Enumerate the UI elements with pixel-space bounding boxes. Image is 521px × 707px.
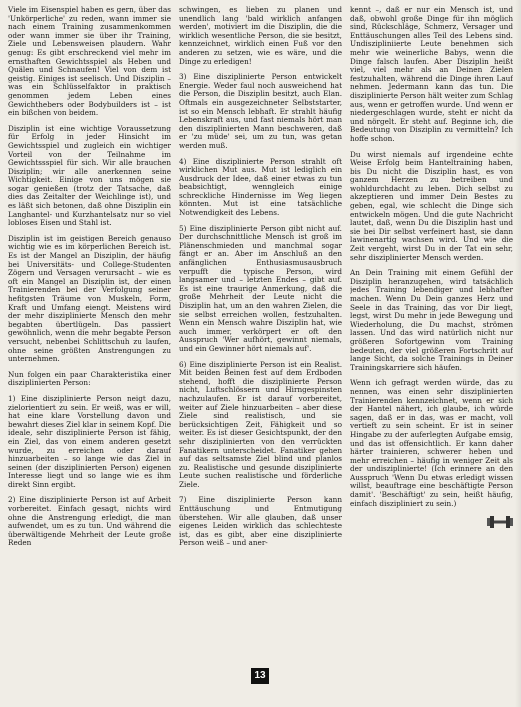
paragraph: Nun folgen ein paar Charakteristika einer disziplinierten Person: <box>8 369 171 388</box>
column-3 <box>350 6 513 661</box>
paragraph: 3) Eine disziplinierte Person entwickelt Energie. Weder faul noch ausweichend hat die Person, die Disziplin besitzt, auch Elan. Oftmals ein ausgezeichneter Selbststarter, ist so ein Mensch lebhaft. Er strahlt häufig Lebenskraft aus, und fast niemals hört man den disziplinierten Mann beschweren, daß er 'zu müde' sei, um zu tun, was getan werden muß. <box>179 72 342 150</box>
text-columns <box>8 6 513 661</box>
paragraph: Du wirst niemals auf irgendeine echte Weise Erfolg beim Hanteltraining haben, bis Du nicht die Disziplin hast, es von ganzem Herzen zu betreiben und wohldurchdacht zu leben. Dich selbst zu akzeptieren und immer Dein Bestes zu geben, egal, wie schlecht die Dinge sich entwickeln mögen. Und die gute Nachricht lautet, daß, wenn Du die Disziplin hast und sie bei Dir selbst verfeinert hast, sie dann lawinenartig wachsen wird. Und wie die Zeit vergeht, wirst Du in der Tat ein sehr, sehr disziplinierter Mensch werden. <box>350 149 513 262</box>
paragraph: 6) Eine disziplinierte Person ist ein Realist. Mit beiden Beinen fest auf dem Erdboden stehend, hofft die disziplinierte Person nicht, Luftschlössern und Hirngespinsten nachzulaufen. Er ist darauf vorbereitet, weiter auf Ziele hinzuarbeiten – aber diese Ziele sind realistisch, und sie berücksichtigen Zeit, Fähigkeit und so weiter. Es ist dieser Gesichtspunkt, der den sehr disziplinierten von den verrückten Fanatikern unterscheidet. Fanatiker gehen auf das seltsamste Ziel blind und planlos zu. Realistische und gesunde disziplinierte Leute suchen realistische und förderliche Ziele. <box>179 359 342 489</box>
column-2 <box>179 6 342 661</box>
paragraph: Disziplin ist im geistigen Bereich genauso wichtig wie es im körperlichen Bereich ist. Es ist der Mangel an Disziplin, der häufig bei Universitäts- und College-Studenten Zögern und Versagen verursacht – wie es oft ein Mangel an Disziplin ist, der einen Trainierenden bei der Verfolgung seiner hefitgsten Träume von Muskeln, Form, Kraft und Umfang eiengt. Meistens wird der mehr disziplinierte Mensch den mehr begabten übertlügeln. Das passiert gewöhnlich, wenn die mehr begabte Person versucht, nebenbei Schlittschuh zu laufen, ohne seine größten Anstrengungen zu unternehmen. <box>8 233 171 364</box>
paragraph: Viele im Eisenspiel haben es gern, über das 'Unkörperliche' zu reden, wann immer sie nach einem Training zusammenkommen oder wann immer sie über ihr Training, Ziele und Lebensweisen plaudern. Wahr genug: Es gibt erschreckend viel mehr im ernsthaften Gewichtsspiel als Heben und Quälen und Schnaufen! Viel von dem ist geistig. Einiges ist seelisch. Und Disziplin – was ein Schlüsselfaktor in praktisch genommen jedem Leben eines Gewichthebers oder Bodybuilders ist – ist ein bißchen von beidem. <box>8 6 171 118</box>
paragraph: 5) Eine disziplinierte Person gibt nicht auf. Der durchschnittliche Mensch ist groß im Plänenschmieden und manchmal sogar fängt er an. Aber im Anschluß an den anfänglichen Enthusiasmusausbruch verpufft die typische Person, wird langsamer und – letzten Endes – gibt auf. Es ist eine traurige Anmerkung, daß die große Mehrheit der Leute nicht die Disziplin hat, um an den wahren Zielen, die sie selbst erreichen wollen, festzuhalten. Wenn ein Mensch wahre Disziplin hat, wie auch immer, verkörpert er oft den Ausspruch 'Wer aufhört, gewinnt niemals, und ein Gewinner hört niemals auf'. <box>179 223 342 353</box>
dumbbell-icon <box>487 515 513 529</box>
paragraph: Disziplin ist eine wichtige Voraussetzung für Erfolg in jeder Hinsicht im Gewichtsspiel und zugleich ein wichtiger Vorteil von der Teilnahme im Gewichtssspiel für sich. Wir alle brauchen Disziplin; wir alle anerkennen seine Wichtigkeit. Einige von uns mögen sie sogar genießen (trotz der Tatsache, daß dies das Zeitalter der Weichlinge ist), und es läßt sich betonen, daß ohne Disziplin ein Langhantel- und Kurzhantelsatz nur so viel lobloses Eisen und Stahl ist. <box>8 123 171 228</box>
page-edge-shadow <box>515 0 521 707</box>
column-1 <box>8 6 171 661</box>
page-number: 13 <box>251 668 269 684</box>
paragraph: 2) Eine disziplinierte Person ist auf Arbeit vorbereitet. Einfach gesagt, nichts wird ohne die Anstrengung erledigt, die man aufwendet, um es zu tun. Und während die überwältigende Mehrheit der Leute große Reden <box>8 495 171 548</box>
paragraph: Wenn ich gefragt werden würde, das zu nennen, was einen sehr disziplinierten Trainierenden kennzeichnet, wenn er sich der Hantel nähert, ich glaube, ich würde sagen, daß er in das, was er macht, voll vertieft zu sein scheint. Er ist in seiner Hingabe zu der auferlegten Aufgabe emsig, und das ist offensichtlich. Er kann daher härter trainieren, schwerer heben und mehr erreichen – häufig in weniger Zeit als der undisziplinierte! (Ich erinnere an den Ausspruch 'Wenn Du etwas erledigt wissen willst, beauftrage eine beschäftigte Person damit'. 'Beschäftigt' zu sein, heißt häufig, einfach diszipliniert zu sein.) <box>350 378 513 508</box>
paragraph: 1) Eine disziplinierte Person neigt dazu, zielorientiert zu sein. Er weiß, was er will, hat eine klare Vorstellung davon und bewahrt dieses Ziel klar in seinem Kopf. Die ideale, sehr disziplinierte Person ist fähig, ein Ziel, das von einem anderen gesetzt wurde, zu erreichen oder darauf hinzuarbeiten – so lange wie das Ziel in seinen (der disziplinierten Person) eigenen Interesse liegt und so lange wie es ihm direkt Sinn ergibt. <box>8 393 171 489</box>
paragraph: 4) Eine disziplinierte Person strahlt oft wirklichen Mut aus. Mut ist lediglich ein Ausdruck der Idee, daß einer etwas zu tun beabsichtigt, wenngleich einige schreckliche Hindernisse im Weg liegen könnten. Mut ist eine tatsächliche Notwendigkeit des Lebens. <box>179 156 342 218</box>
paragraph: schwingen, es lieben zu planen und unendlich lang 'bald wirklich anfangen werden', motiviert im die Disziplin, die die wirklich wesentliche Person, die sie besitzt, kennzeichnet, wirklich einen Fuß vor den anderen zu setzen, wie es wäre, und die Dinge zu erledigen! <box>179 6 342 66</box>
paragraph: kennt –, daß er nur ein Mensch ist, und daß, obwohl große Dinge für ihn möglich sind, Rückschläge, Schmerz, Versager und Enttäuschungen alles Teil des Lebens sind. Undiszipliniierte Leute benehmen sich mehr wie weinerliche Babys, wenn die Dinge falsch laufen. Aber Disziplin heißt viel, viel mehr als an Deinen Zielen festzuhalten, während die Dinge ihren Lauf nehmen. Jedermann kann das tun. Die disziplinierte Person hält weiter zum Schlag aus, wenn er getroffen wurde. Und wenn er niedergeschlagen wurde, steht er nicht da und nörgelt. Er steht auf. Beginne ich, die Bedeutung von Disziplin zu vermitteln? Ich hoffe schon. <box>350 6 513 143</box>
paragraph: An Dein Training mit einem Gefühl der Disziplin heranzugehen, wird tatsächlich jedes Training lebendiger und lebhafter machen. Wenn Du Dein ganzes Herz und Seele in das Training, das vor Dir liegt, legst, wirst Du mehr in jede Bewegung und Wiederholung, die Du machst, strömen lassen. Und das wird natürlich nicht nur größeren Sofortgewinn vom Training bedeuten, der viel größeren Fortschritt auf lange Sicht, da solche Trainings in Deiner Trainingskarriere sich häufen. <box>350 268 513 372</box>
paragraph: 7) Eine disziplinierte Person kann Enttäuschung und Entmutigung überstehen. Wir alle glauben, daß unser eigenes Leiden wirklich das schlechteste ist, das es gibt, aber eine disziplinierte Person weiß – und aner- <box>179 495 342 548</box>
